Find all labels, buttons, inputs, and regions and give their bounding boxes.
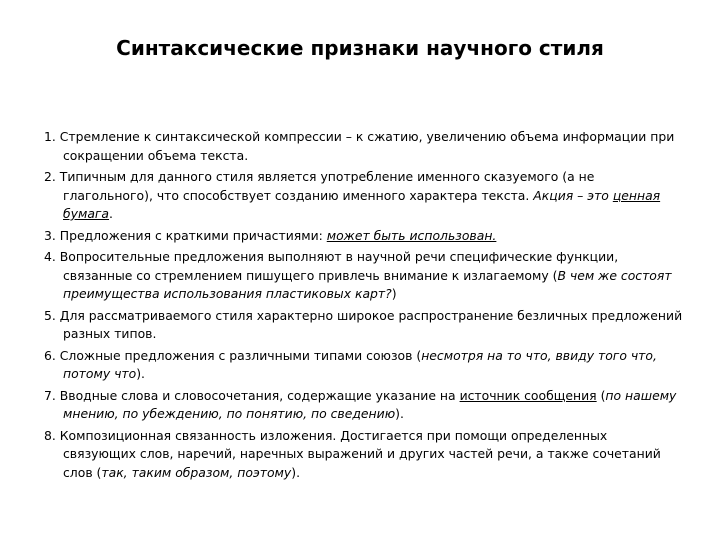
list-item-4	[44, 248, 684, 304]
item-text: ).	[136, 366, 145, 381]
item-text: )	[391, 286, 397, 301]
list-item-5	[44, 307, 684, 344]
feature-list	[44, 128, 684, 485]
item-text: 7. Вводные слова и словосочетания, содержащие указание на	[44, 387, 460, 403]
list-item-3	[44, 227, 684, 246]
example-text: В чем же состоят преимущества использования пластиковых карт?	[63, 267, 672, 301]
example-text: по нашему мнению, по убеждению, по понятию, по сведению	[63, 387, 677, 421]
example-text: может быть использован.	[326, 227, 497, 243]
item-text: .	[109, 206, 113, 221]
item-text: 4. Вопросительные предложения выполняют в научной речи специфические функции, связанные со стремлением пишущего привлечь внимание к излагаемому (	[44, 249, 619, 283]
item-text: 6. Сложные предложения с различными типами союзов (	[44, 347, 422, 363]
example-text: Акция – это	[533, 187, 613, 203]
item-text: 3. Предложения с краткими причастиями:	[44, 227, 327, 243]
item-text: 1. Стремление к синтаксической компрессии – к сжатию, увеличению объема информации при сокращении объема текста.	[44, 129, 675, 163]
list-item-2	[44, 168, 684, 224]
item-text: ).	[291, 464, 301, 480]
list-item-6	[44, 347, 684, 384]
item-text: ).	[395, 406, 404, 421]
list-item-8	[44, 427, 684, 483]
example-text: несмотря на то что, ввиду того что, потому что	[63, 347, 657, 381]
list-item-1	[44, 128, 684, 165]
item-text: 2. Типичным для данного стиля является употребление именного сказуемого (а не глагольного), что способствует созданию именного характера текста.	[44, 169, 595, 203]
list-item-7	[44, 387, 684, 424]
item-text: (	[596, 387, 606, 403]
item-text: 5. Для рассматриваемого стиля характерно широкое распространение безличных предложений разных типов.	[44, 307, 683, 341]
item-text: источник сообщения	[459, 387, 597, 403]
item-text: 8. Композиционная связанность изложения. Достигается при помощи определенных связующих слов, наречий, наречных выражений и других частей речи, а также сочетаний слов (	[44, 427, 661, 480]
example-text: так, таким образом, поэтому	[101, 464, 292, 480]
example-text: ценная бумага	[63, 187, 661, 221]
slide-title: Синтаксические признаки научного стиля	[116, 36, 604, 60]
